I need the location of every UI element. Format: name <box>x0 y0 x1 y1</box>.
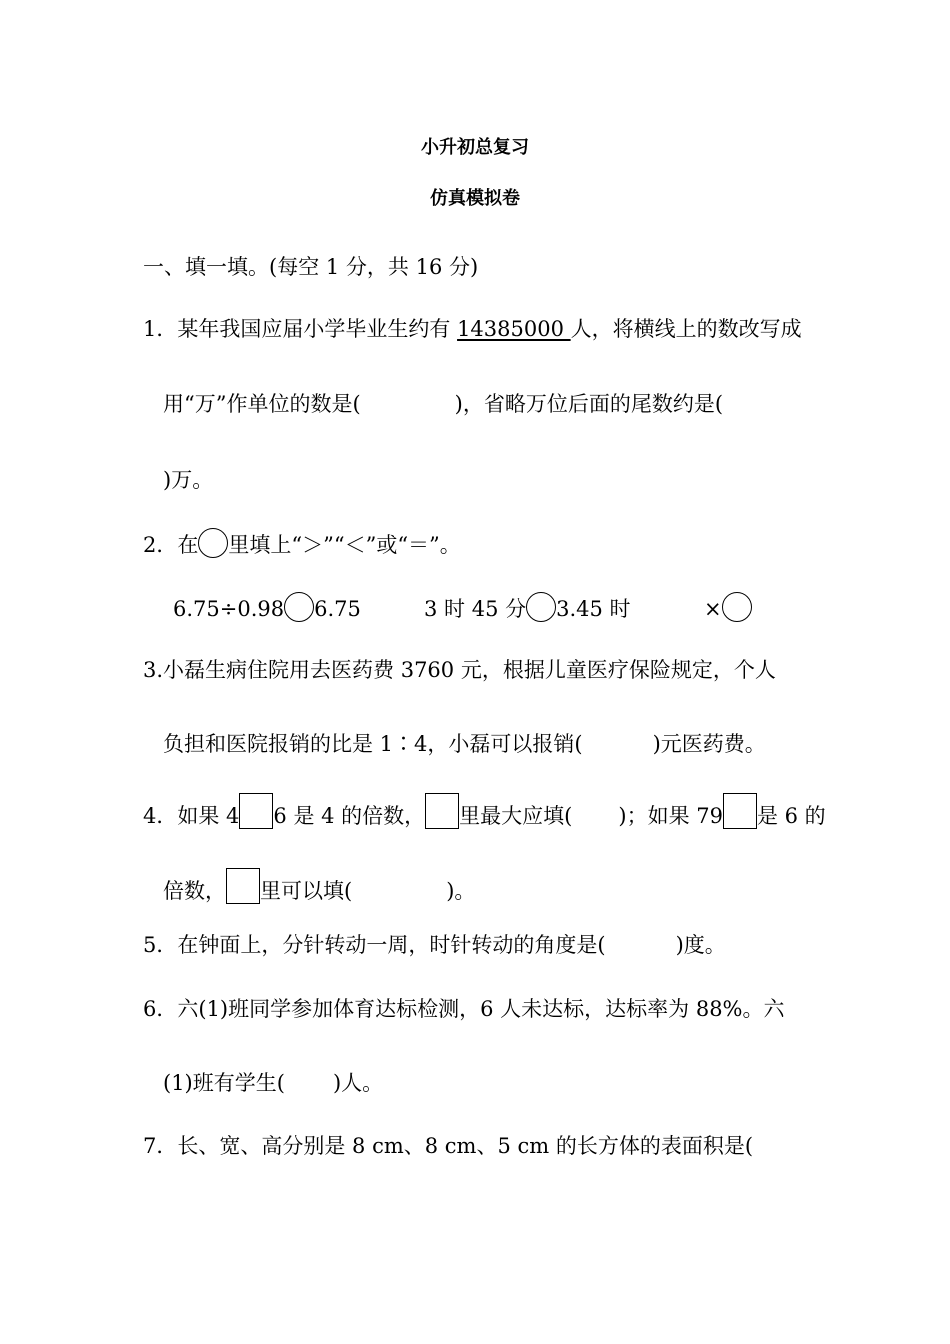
question-number: 6． <box>143 997 178 1021</box>
question-text: 3.小磊生病住院用去医药费 3760 元，根据儿童医疗保险规定，个人 <box>143 658 776 682</box>
square-blank <box>723 793 757 829</box>
question-5-line-1 <box>143 932 726 958</box>
question-text: 人，将横线上的数改写成 <box>570 317 802 341</box>
circle-blank[interactable] <box>284 592 314 622</box>
question-number: 1． <box>143 317 178 341</box>
square-blank <box>425 793 459 829</box>
question-text: 6 是 4 的倍数， <box>273 804 426 828</box>
question-text: 某年我国应届小学毕业生约有 <box>177 317 458 341</box>
expression-left: 3 时 45 分 <box>424 597 527 621</box>
question-text: 负担和医院报销的比是 1∶4，小磊可以报销( <box>163 732 583 756</box>
question-text: 在 <box>177 533 199 557</box>
question-text: 在钟面上，分针转动一周，时针转动的角度是( <box>177 933 606 957</box>
question-1-line-2 <box>163 391 723 417</box>
question-text: )。 <box>446 879 476 903</box>
question-2-line-1 <box>143 528 461 558</box>
question-text: )人。 <box>332 1071 384 1095</box>
question-7-line-1 <box>143 1133 753 1159</box>
expression-left: × <box>704 597 722 621</box>
question-4-line-1 <box>143 793 826 829</box>
circle-blank[interactable] <box>722 592 752 622</box>
question-2-expression-2 <box>424 592 631 622</box>
expression-left: 6.75÷0.98 <box>173 597 285 621</box>
question-text: )，省略万位后面的尾数约是( <box>454 392 724 416</box>
question-text: )度。 <box>675 933 726 957</box>
square-blank <box>239 793 273 829</box>
question-text: 长、宽、高分别是 8 cm、8 cm、5 cm 的长方体的表面积是( <box>177 1134 754 1158</box>
question-2-expression-3 <box>704 592 752 622</box>
question-text: )万。 <box>163 468 214 492</box>
question-text: 里最大应填( <box>459 804 573 828</box>
question-1-line-3 <box>163 467 213 493</box>
underlined-number: 14385000 <box>457 317 571 341</box>
question-3-line-1 <box>143 657 776 683</box>
question-text: 用“万”作单位的数是( <box>163 392 361 416</box>
question-number: 2． <box>143 533 178 557</box>
question-2-expressions <box>173 592 361 622</box>
question-text: )；如果 79 <box>618 804 723 828</box>
question-text: )元医药费。 <box>652 732 766 756</box>
section-heading-text: 一、填一填。(每空 1 分，共 16 分) <box>143 255 479 279</box>
page-title: 小升初总复习 <box>421 137 529 158</box>
question-text: 里填上“＞”“＜”或“＝”。 <box>228 533 461 557</box>
question-text: 里可以填( <box>260 879 353 903</box>
question-6-line-1 <box>143 996 785 1022</box>
question-4-line-2 <box>163 868 475 904</box>
question-1-line-1 <box>143 316 802 342</box>
square-blank <box>226 868 260 904</box>
circle-blank[interactable] <box>526 592 556 622</box>
question-number: 5． <box>143 933 178 957</box>
circle-blank <box>198 528 228 558</box>
question-number: 4． <box>143 804 178 828</box>
expression-right: 6.75 <box>314 597 361 621</box>
page-subtitle: 仿真模拟卷 <box>430 188 520 209</box>
question-text: (1)班有学生( <box>163 1071 285 1095</box>
question-text: 如果 4 <box>177 804 240 828</box>
question-text: 倍数， <box>163 879 226 903</box>
question-3-line-2 <box>163 731 766 757</box>
expression-right: 3.45 时 <box>556 597 631 621</box>
question-text: 是 6 的 <box>756 804 826 828</box>
section-heading <box>143 254 478 280</box>
question-number: 7． <box>143 1134 178 1158</box>
question-text: 六(1)班同学参加体育达标检测，6 人未达标，达标率为 88%。六 <box>177 997 785 1021</box>
question-6-line-2 <box>163 1070 383 1096</box>
